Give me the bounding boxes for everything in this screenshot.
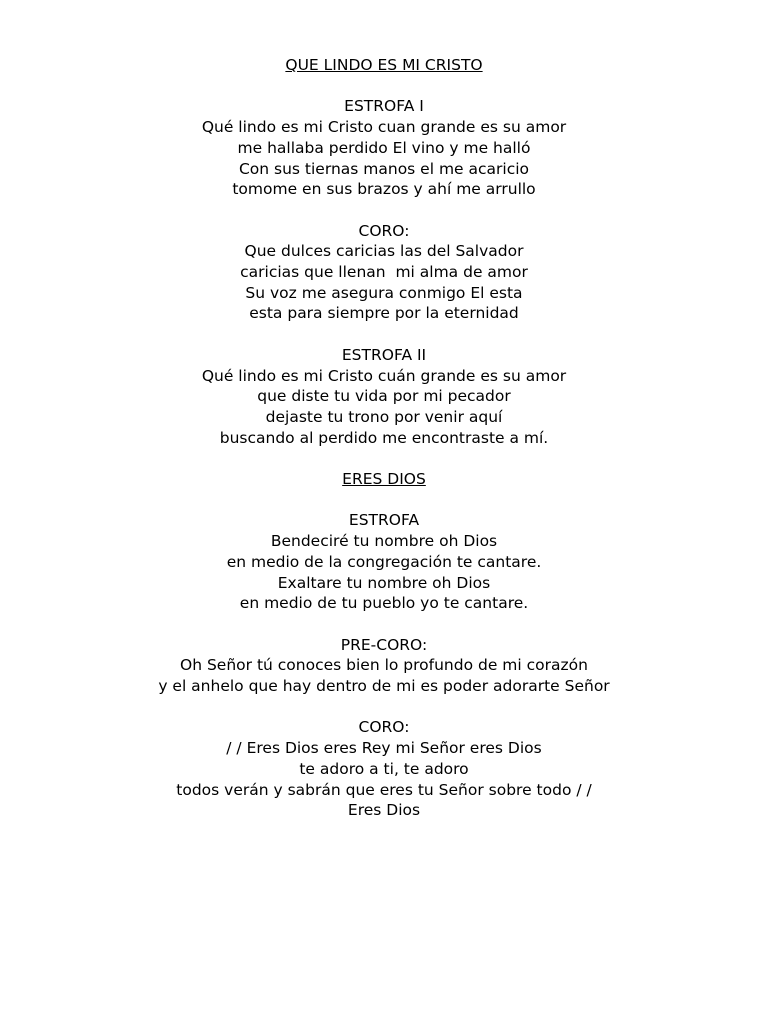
section-coro: [0, 717, 768, 821]
lyric-line: en medio de la congregación te cantare.: [226, 552, 542, 571]
section-heading: CORO:: [358, 718, 410, 737]
spacer: [0, 697, 768, 718]
lyric-line: Qué lindo es mi Cristo cuan grande es su amor: [201, 118, 567, 137]
lyric-line: Que dulces caricias las del Salvador: [244, 242, 524, 261]
section-heading: ESTROFA: [348, 511, 420, 530]
section-heading: PRE-CORO:: [340, 635, 428, 654]
lyric-line: Bendeciré tu nombre oh Dios: [270, 532, 498, 551]
lyric-line: Eres Dios: [347, 801, 421, 820]
spacer: [0, 490, 768, 511]
lyric-line: / / Eres Dios eres Rey mi Señor eres Dios: [226, 739, 542, 758]
spacer: [0, 76, 768, 97]
song-title: QUE LINDO ES MI CRISTO: [285, 56, 483, 74]
lyric-line: caricias que llenan mi alma de amor: [240, 263, 528, 281]
lyric-line: todos verán y sabrán que eres tu Señor sobre todo / /: [176, 780, 592, 799]
section-estrofa: [0, 510, 768, 614]
spacer: [0, 200, 768, 221]
spacer: [0, 448, 768, 469]
spacer: [0, 614, 768, 635]
section-heading: ESTROFA I: [344, 97, 424, 116]
song-que-lindo-es-mi-cristo: [0, 55, 768, 448]
lyric-line: Su voz me asegura conmigo El esta: [245, 283, 523, 302]
lyric-line: dejaste tu trono por venir aquí: [265, 407, 503, 426]
lyric-line: tomome en sus brazos y ahí me arrullo: [232, 180, 536, 199]
section-coro: [0, 221, 768, 325]
section-pre-coro: [0, 635, 768, 697]
lyric-line: y el anhelo que hay dentro de mi es poder adorarte Señor: [158, 677, 610, 695]
song-eres-dios: [0, 469, 768, 821]
lyric-line: Oh Señor tú conoces bien lo profundo de mi corazón: [180, 656, 588, 675]
lyric-line: en medio de tu pueblo yo te cantare.: [239, 594, 529, 613]
section-heading: CORO:: [358, 221, 410, 240]
lyric-line: esta para siempre por la eternidad: [249, 304, 519, 323]
lyric-line: Qué lindo es mi Cristo cuán grande es su amor: [201, 366, 567, 385]
section-estrofa-1: [0, 96, 768, 200]
lyric-line: Con sus tiernas manos el me acaricio: [238, 159, 530, 178]
song-title: ERES DIOS: [342, 470, 426, 488]
lyric-line: Exaltare tu nombre oh Dios: [277, 573, 491, 592]
spacer: [0, 324, 768, 345]
section-heading: ESTROFA II: [341, 345, 427, 364]
section-estrofa-2: [0, 345, 768, 449]
lyric-line: me hallaba perdido El vino y me halló: [237, 138, 531, 157]
lyric-line: que diste tu vida por mi pecador: [257, 387, 511, 406]
lyric-line: buscando al perdido me encontraste a mí.: [219, 428, 549, 447]
lyrics-page: [0, 55, 768, 821]
lyric-line: te adoro a ti, te adoro: [299, 759, 469, 778]
